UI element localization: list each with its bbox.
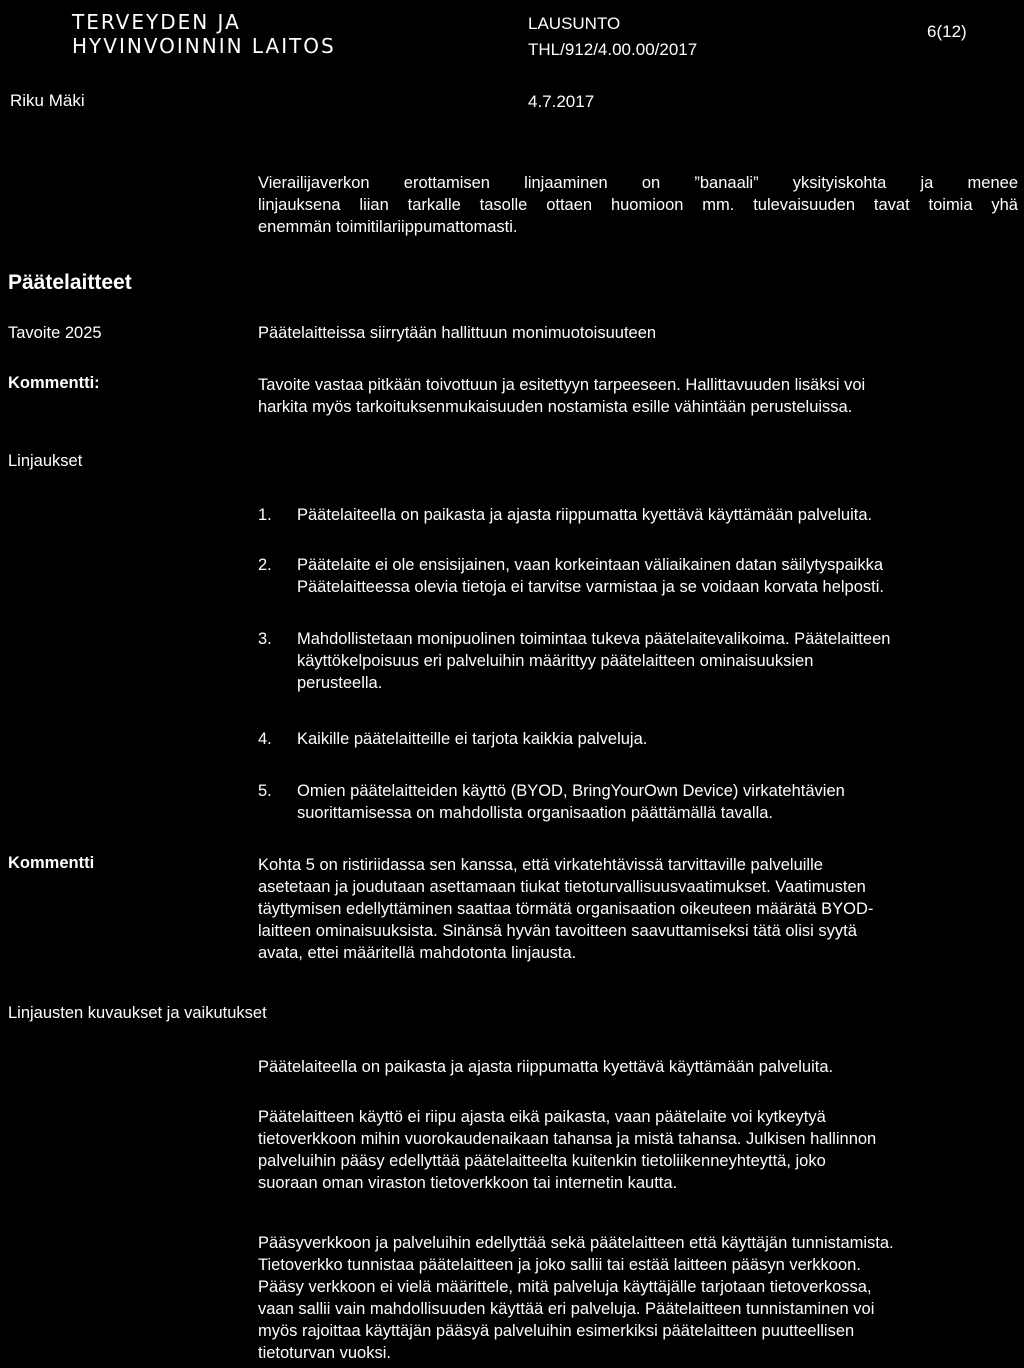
- policy-line: käyttökelpoisuus eri palveluihin määrittyy päätelaitteen ominaisuuksien: [297, 652, 814, 670]
- org-name-line1: TERVEYDEN JA: [72, 10, 241, 34]
- policy-line: Päätelaite ei ole ensisijainen, vaan korkeintaan väliaikainen datan säilytyspaikka: [297, 556, 884, 574]
- policy-line: perusteella.: [297, 674, 383, 692]
- desc-line: Pääsyverkkoon ja palveluihin edellyttää sekä päätelaitteen että käyttäjän tunnistamista.: [258, 1234, 894, 1252]
- comment2-line: avata, ettei määritellä mahdotonta linjausta.: [258, 944, 577, 962]
- policy-number: 3.: [258, 630, 272, 648]
- desc-line: suoraan oman viraston tietoverkkoon tai internetin kautta.: [258, 1174, 678, 1192]
- desc-line: vaan sallii vain mahdollisuuden käyttää eri palveluja. Päätelaitteen tunnistaminen voi: [258, 1300, 875, 1318]
- comment2-label: Kommentti: [8, 854, 95, 872]
- descriptions-label: Linjausten kuvaukset ja vaikutukset: [8, 1004, 267, 1022]
- policy-item-4: [297, 728, 1024, 750]
- section-title: Päätelaitteet: [8, 271, 132, 294]
- policy-item-3: [297, 628, 1024, 694]
- desc-line: myös rajoittaa käyttäjän pääsyä palveluihin esimerkiksi päätelaitteen puutteellisen: [258, 1322, 855, 1340]
- goal-label: Tavoite 2025: [8, 324, 102, 342]
- goal-text: Päätelaitteissa siirrytään hallittuun monimuotoisuuteen: [258, 324, 657, 342]
- policy-line: Päätelaiteella on paikasta ja ajasta riippumatta kyettävä käyttämään palveluita.: [297, 506, 873, 524]
- desc-line: tietoturvan vuoksi.: [258, 1344, 391, 1362]
- policy-line: Mahdollistetaan monipuolinen toimintaa tukeva päätelaitevalikoima. Päätelaitteen: [297, 630, 891, 648]
- desc-paragraph-1: Päätelaiteella on paikasta ja ajasta riippumatta kyettävä käyttämään palveluita.: [258, 1058, 834, 1076]
- comment-line2: harkita myös tarkoituksenmukaisuuden nostamista esille vähintään perusteluissa.: [258, 398, 853, 416]
- doc-date: 4.7.2017: [528, 92, 595, 111]
- policy-item-1: [297, 504, 1024, 526]
- policy-number: 4.: [258, 730, 272, 748]
- page-number: 6(12): [927, 22, 967, 41]
- intro-line3: enemmän toimitilariippumattomasti.: [258, 218, 518, 236]
- desc-paragraph-2: [258, 1106, 1018, 1194]
- policy-number: 2.: [258, 556, 272, 574]
- comment-label: Kommentti:: [8, 374, 100, 392]
- policy-line: Päätelaitteessa olevia tietoja ei tarvitse varmistaa ja se voidaan korvata helposti.: [297, 578, 884, 596]
- policy-number: 1.: [258, 506, 272, 524]
- desc-line: Pääsy verkkoon ei vielä määrittele, mitä palveluja käyttäjälle tarjotaan tietoverkossa,: [258, 1278, 872, 1296]
- intro-line2: linjauksena liian tarkalle tasolle ottaen huomioon mm. tulevaisuuden tavat toimia yhä: [258, 196, 1018, 214]
- comment2-line: Kohta 5 on ristiriidassa sen kanssa, että virkatehtävissä tarvittaville palveluille: [258, 856, 823, 874]
- comment2-text: [258, 854, 1018, 964]
- comment2-line: laitteen ominaisuuksista. Sinänsä hyvän tavoitteen saavuttamiseksi tätä olisi syytä: [258, 922, 857, 940]
- policy-line: suorittamisessa on mahdollista organisaation päättämällä tavalla.: [297, 804, 774, 822]
- org-name-line2: HYVINVOINNIN LAITOS: [72, 34, 336, 58]
- policy-item-5: [297, 780, 1024, 824]
- policy-line: Omien päätelaitteiden käyttö (BYOD, BringYourOwn Device) virkatehtävien: [297, 782, 845, 800]
- policies-label: Linjaukset: [8, 452, 83, 470]
- comment2-line: asetetaan ja joudutaan asettamaan tiukat tietoturvallisuusvaatimukset. Vaatimusten: [258, 878, 866, 896]
- desc-line: Päätelaitteen käyttö ei riipu ajasta eikä paikasta, vaan päätelaite voi kytkeytyä: [258, 1108, 826, 1126]
- policy-line: Kaikille päätelaitteille ei tarjota kaikkia palveluja.: [297, 730, 648, 748]
- desc-line: Tietoverkko tunnistaa päätelaitteen ja joko sallii tai estää laitteen pääsyn verkkoon.: [258, 1256, 861, 1274]
- policy-number: 5.: [258, 782, 272, 800]
- author: Riku Mäki: [10, 91, 85, 110]
- desc-paragraph-3: [258, 1232, 1024, 1364]
- doc-type: LAUSUNTO: [528, 14, 621, 33]
- desc-line: tietoverkkoon mihin vuorokaudenaikaan tahansa ja mistä tahansa. Julkisen hallinnon: [258, 1130, 877, 1148]
- policy-item-2: [297, 554, 1024, 598]
- doc-number: THL/912/4.00.00/2017: [528, 40, 698, 59]
- comment2-line: täyttymisen edellyttäminen saattaa törmätä organisaation oikeuteen määrätä BYOD-: [258, 900, 874, 918]
- comment-line1: Tavoite vastaa pitkään toivottuun ja esitettyyn tarpeeseen. Hallittavuuden lisäksi voi: [258, 376, 866, 394]
- desc-line: palveluihin pääsy edellyttää päätelaitteelta kuitenkin tietoliikenneyhteyttä, joko: [258, 1152, 826, 1170]
- intro-line1: Vierailijaverkon erottamisen linjaaminen on ”banaali” yksityiskohta ja menee: [258, 174, 1018, 192]
